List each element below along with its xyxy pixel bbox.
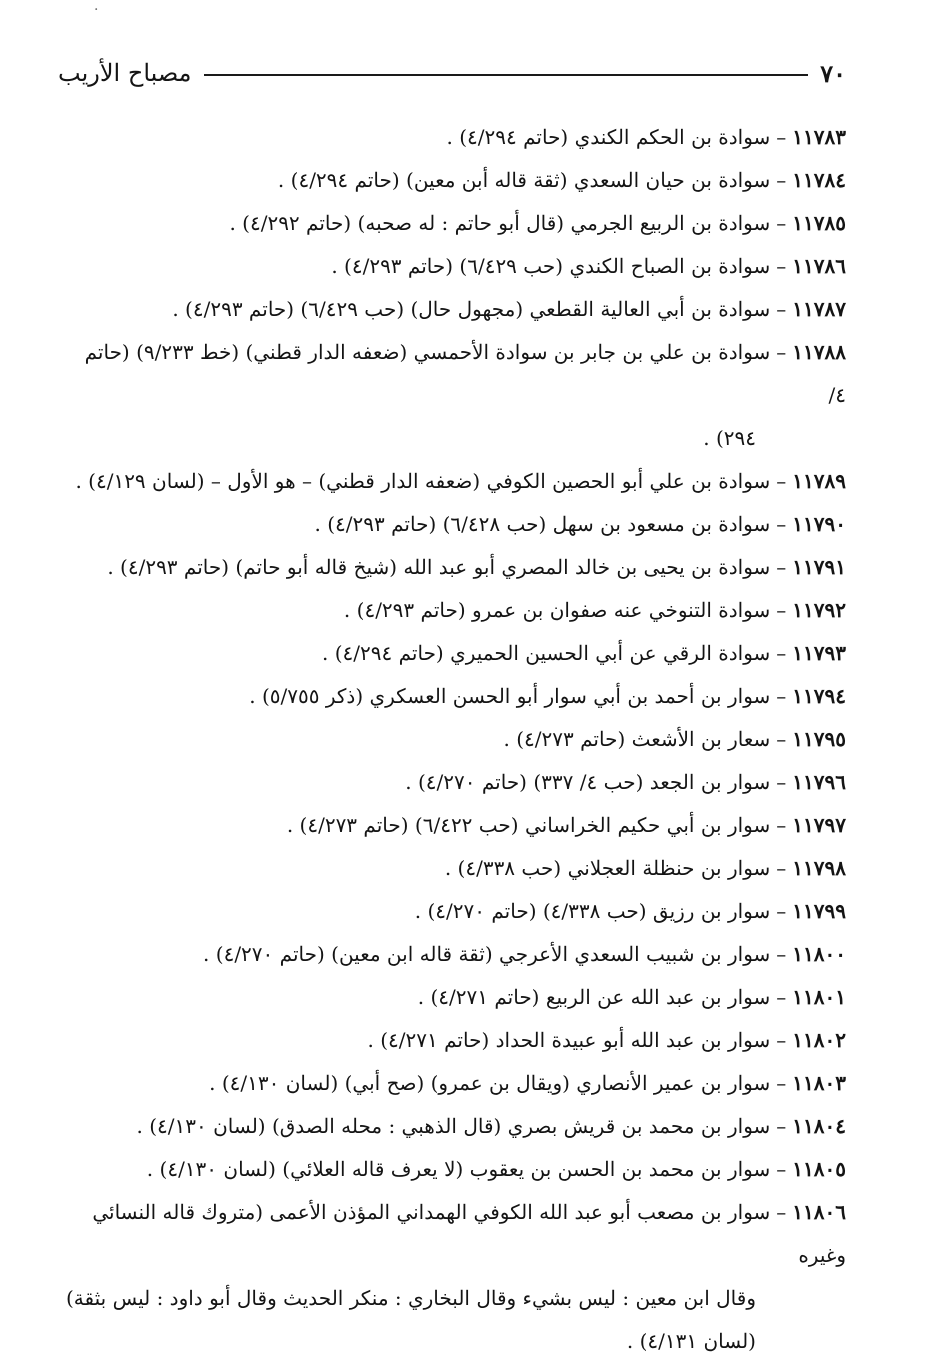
entry-text: سوار بن حنظلة العجلاني (حب ٤/٣٣٨) . <box>444 856 771 880</box>
entry-text: سوار بن محمد بن قريش بصري (قال الذهبي : محله الصدق) (لسان ٤/١٣٠) . <box>136 1114 771 1138</box>
entry-number: ١١٧٩٩ <box>792 899 846 923</box>
entry-text: سوادة التنوخي عنه صفوان بن عمرو (حاتم ٤/٢٩٣) . <box>343 598 771 622</box>
entry-11788: ١١٧٨٨–سوادة بن علي بن جابر بن سوادة الأحمسي (ضعفه الدار قطني) (خط ٩/٢٣٣) (حاتم ٤/ ٢٩٤) . <box>62 331 846 460</box>
entry-text: سوادة بن الصباح الكندي (حب ٦/٤٢٩) (حاتم ٤/٢٩٣) . <box>331 254 771 278</box>
entry-number: ١١٨٠٠ <box>792 942 846 966</box>
entry-11798: ١١٧٩٨–سوار بن حنظلة العجلاني (حب ٤/٣٣٨) . <box>444 856 846 880</box>
entry-11783: ١١٧٨٣–سوادة بن الحكم الكندي (حاتم ٤/٢٩٤) . <box>446 125 846 149</box>
entry-number: ١١٧٨٣ <box>792 125 846 149</box>
entry-number: ١١٧٨٨ <box>792 340 846 364</box>
entry-number: ١١٧٩٨ <box>792 856 846 880</box>
entry-text: سوادة بن الربيع الجرمي (قال أبو حاتم : له صحبه) (حاتم ٤/٢٩٢) . <box>229 211 771 235</box>
entry-11799: ١١٧٩٩–سوار بن رزيق (حب ٤/٣٣٨) (حاتم ٤/٢٧٠) . <box>414 899 846 923</box>
entry-number: ١١٨٠٦ <box>792 1200 846 1224</box>
entry-11796: ١١٧٩٦–سوار بن الجعد (حب ٤/ ٣٣٧) (حاتم ٤/٢٧٠) . <box>405 770 846 794</box>
entry-text: سوار بن رزيق (حب ٤/٣٣٨) (حاتم ٤/٢٧٠) . <box>414 899 771 923</box>
entry-text: سوادة بن مسعود بن سهل (حب ٦/٤٢٨) (حاتم ٤/٢٩٣) . <box>314 512 771 536</box>
entry-number: ١١٧٩٣ <box>792 641 846 665</box>
page-header <box>58 56 846 90</box>
entry-number: ١١٧٨٩ <box>792 469 846 493</box>
entry-11793: ١١٧٩٣–سوادة الرقي عن أبي الحسين الحميري (حاتم ٤/٢٩٤) . <box>321 641 846 665</box>
entry-11792: ١١٧٩٢–سوادة التنوخي عنه صفوان بن عمرو (حاتم ٤/٢٩٣) . <box>343 598 846 622</box>
entry-text: سعار بن الأشعث (حاتم ٤/٢٧٣) . <box>503 727 771 751</box>
page-number: ٧٠ <box>820 58 846 88</box>
entry-number: ١١٧٩٦ <box>792 770 846 794</box>
entry-11790: ١١٧٩٠–سوادة بن مسعود بن سهل (حب ٦/٤٢٨) (حاتم ٤/٢٩٣) . <box>314 512 846 536</box>
entry-11797: ١١٧٩٧–سوار بن أبي حكيم الخراساني (حب ٦/٤٢٢) (حاتم ٤/٢٧٣) . <box>286 813 846 837</box>
entry-number: ١١٧٨٧ <box>792 297 846 321</box>
scan-speck: · <box>94 2 99 18</box>
entry-continuation: وقال ابن معين : ليس بشيء وقال البخاري : منكر الحديث وقال أبو داود : ليس بثقة) <box>66 1286 756 1310</box>
entry-11804: ١١٨٠٤–سوار بن محمد بن قريش بصري (قال الذهبي : محله الصدق) (لسان ٤/١٣٠) . <box>136 1114 846 1138</box>
entry-text: سوادة بن الحكم الكندي (حاتم ٤/٢٩٤) . <box>446 125 771 149</box>
entry-text: سوار بن أبي حكيم الخراساني (حب ٦/٤٢٢) (حاتم ٤/٢٧٣) . <box>286 813 771 837</box>
entry-text: سوادة بن أبي العالية القطعي (مجهول حال) (حب ٦/٤٢٩) (حاتم ٤/٢٩٣) . <box>172 297 771 321</box>
entry-number: ١١٨٠٢ <box>792 1028 846 1052</box>
entry-number: ١١٧٩٠ <box>792 512 846 536</box>
entry-11806: ١١٨٠٦–سوار بن مصعب أبو عبد الله الكوفي الهمداني المؤذن الأعمى (متروك قاله النسائي وغيره وقال ابن معين : ليس بشيء وقال البخاري : منكر الحديث وقال أبو داود : ليس بثقة) (لسان ٤/١٣١) . <box>62 1191 846 1363</box>
entry-11786: ١١٧٨٦–سوادة بن الصباح الكندي (حب ٦/٤٢٩) (حاتم ٤/٢٩٣) . <box>331 254 846 278</box>
entry-number: ١١٨٠٣ <box>792 1071 846 1095</box>
entry-11803: ١١٨٠٣–سوار بن عمير الأنصاري (ويقال بن عمرو) (صح أبي) (لسان ٤/١٣٠) . <box>209 1071 846 1095</box>
entry-text: سوار بن عبد الله عن الربيع (حاتم ٤/٢٧١) . <box>417 985 771 1009</box>
entry-text: سوار بن عبد الله أبو عبيدة الحداد (حاتم ٤/٢٧١) . <box>367 1028 771 1052</box>
entry-text: سوادة الرقي عن أبي الحسين الحميري (حاتم ٤/٢٩٤) . <box>321 641 771 665</box>
entry-text: سوادة بن يحيى بن خالد المصري أبو عبد الله (شيخ قاله أبو حاتم) (حاتم ٤/٢٩٣) . <box>107 555 771 579</box>
entry-number: ١١٧٨٦ <box>792 254 846 278</box>
entry-number: ١١٧٩٥ <box>792 727 846 751</box>
entry-11795: ١١٧٩٥–سعار بن الأشعث (حاتم ٤/٢٧٣) . <box>503 727 846 751</box>
entry-continuation: ٢٩٤) . <box>703 426 756 450</box>
entry-11785: ١١٧٨٥–سوادة بن الربيع الجرمي (قال أبو حاتم : له صحبه) (حاتم ٤/٢٩٢) . <box>229 211 846 235</box>
entry-11794: ١١٧٩٤–سوار بن أحمد بن أبي سوار أبو الحسن العسكري (ذكر ٥/٧٥٥) . <box>249 684 846 708</box>
entry-number: ١١٨٠٥ <box>792 1157 846 1181</box>
header-rule <box>204 74 809 76</box>
entry-11791: ١١٧٩١–سوادة بن يحيى بن خالد المصري أبو عبد الله (شيخ قاله أبو حاتم) (حاتم ٤/٢٩٣) . <box>107 555 846 579</box>
entry-text: سوار بن عمير الأنصاري (ويقال بن عمرو) (صح أبي) (لسان ٤/١٣٠) . <box>209 1071 771 1095</box>
entry-number: ١١٨٠١ <box>792 985 846 1009</box>
entry-text: سوادة بن علي أبو الحصين الكوفي (ضعفه الدار قطني) – هو الأول – (لسان ٤/١٢٩) . <box>75 469 771 493</box>
entry-number: ١١٧٩٤ <box>792 684 846 708</box>
entry-11789: ١١٧٨٩–سوادة بن علي أبو الحصين الكوفي (ضعفه الدار قطني) – هو الأول – (لسان ٤/١٢٩) . <box>75 469 846 493</box>
entry-text: سوار بن مصعب أبو عبد الله الكوفي الهمداني المؤذن الأعمى (متروك قاله النسائي وغيره <box>92 1200 846 1267</box>
entry-text: سوار بن الجعد (حب ٤/ ٣٣٧) (حاتم ٤/٢٧٠) . <box>405 770 771 794</box>
entry-11805: ١١٨٠٥–سوار بن محمد بن الحسن بن يعقوب (لا يعرف قاله العلائي) (لسان ٤/١٣٠) . <box>146 1157 846 1181</box>
entry-number: ١١٨٠٤ <box>792 1114 846 1138</box>
entry-number: ١١٧٨٤ <box>792 168 846 192</box>
entry-number: ١١٧٨٥ <box>792 211 846 235</box>
entry-number: ١١٧٩٢ <box>792 598 846 622</box>
entry-text: سوادة بن علي بن جابر بن سوادة الأحمسي (ضعفه الدار قطني) (خط ٩/٢٣٣) (حاتم ٤/ <box>84 340 846 407</box>
entry-text: سوار بن محمد بن الحسن بن يعقوب (لا يعرف قاله العلائي) (لسان ٤/١٣٠) . <box>146 1157 771 1181</box>
entry-11784: ١١٧٨٤–سوادة بن حيان السعدي (ثقة قاله أبن معين) (حاتم ٤/٢٩٤) . <box>277 168 846 192</box>
entry-11801: ١١٨٠١–سوار بن عبد الله عن الربيع (حاتم ٤/٢٧١) . <box>417 985 846 1009</box>
entry-text: سوار بن أحمد بن أبي سوار أبو الحسن العسكري (ذكر ٥/٧٥٥) . <box>249 684 771 708</box>
entry-text: سوادة بن حيان السعدي (ثقة قاله أبن معين) (حاتم ٤/٢٩٤) . <box>277 168 771 192</box>
entry-11802: ١١٨٠٢–سوار بن عبد الله أبو عبيدة الحداد (حاتم ٤/٢٧١) . <box>367 1028 846 1052</box>
entry-number: ١١٧٩٧ <box>792 813 846 837</box>
entry-11800: ١١٨٠٠–سوار بن شبيب السعدي الأعرجي (ثقة قاله ابن معين) (حاتم ٤/٢٧٠) . <box>203 942 846 966</box>
entry-11787: ١١٧٨٧–سوادة بن أبي العالية القطعي (مجهول حال) (حب ٦/٤٢٩) (حاتم ٤/٢٩٣) . <box>172 297 846 321</box>
entries-list <box>62 116 846 1363</box>
entry-number: ١١٧٩١ <box>792 555 846 579</box>
book-title: مصباح الأريب <box>58 59 192 87</box>
entry-continuation: (لسان ٤/١٣١) . <box>626 1329 756 1353</box>
entry-text: سوار بن شبيب السعدي الأعرجي (ثقة قاله ابن معين) (حاتم ٤/٢٧٠) . <box>203 942 771 966</box>
